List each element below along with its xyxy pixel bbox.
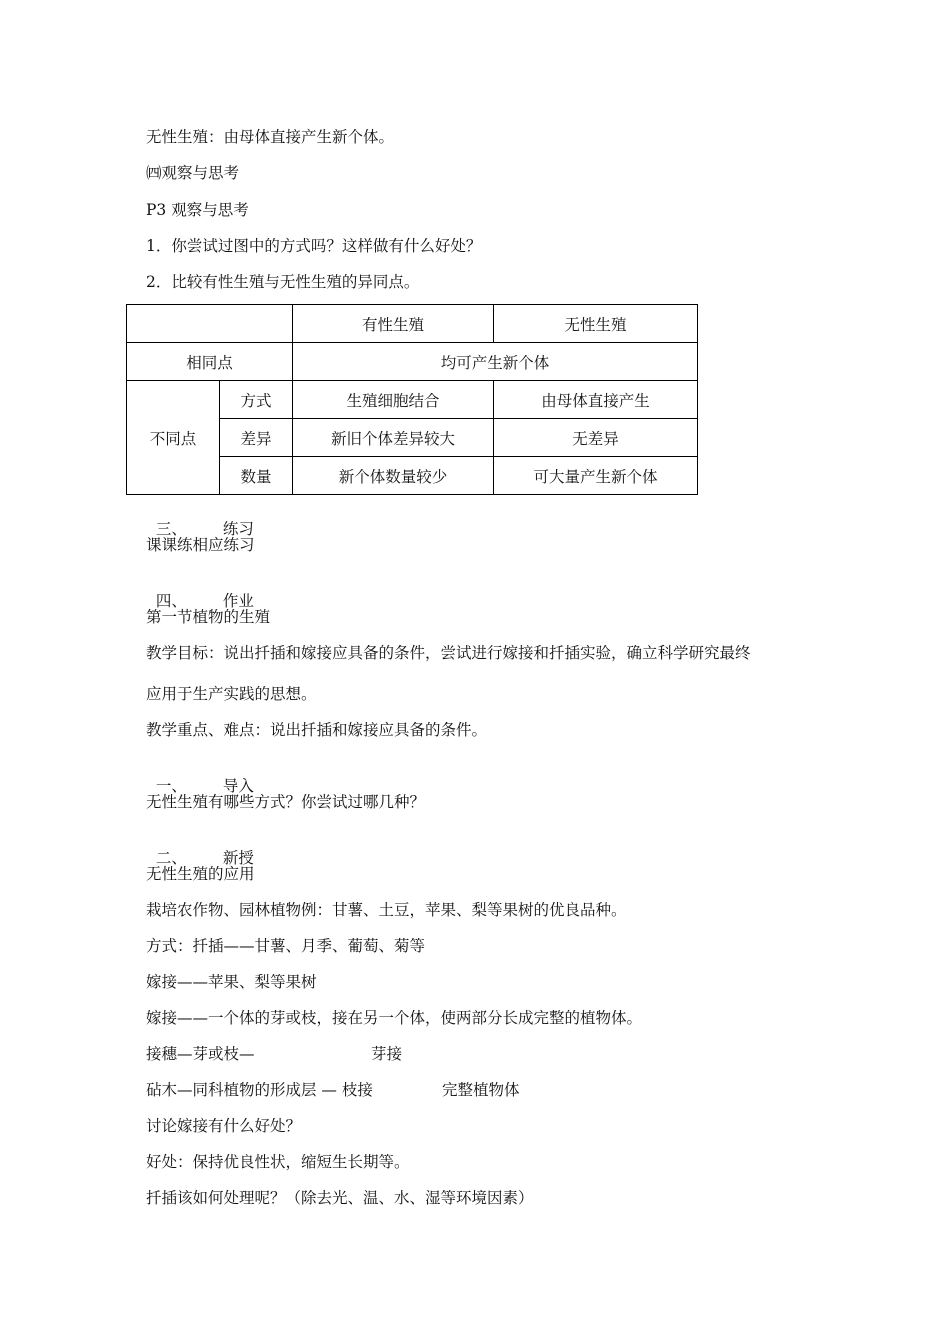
heading-practice <box>146 499 254 539</box>
table-diff-label: 不同点 <box>127 381 220 495</box>
line-cultivation: 栽培农作物、园林植物例：甘薯、土豆，苹果、梨等果树的优良品种。 <box>146 901 627 919</box>
line-stock-right: 完整植物体 <box>442 1081 520 1099</box>
heading-intro <box>146 756 254 796</box>
heading-intro-title: 导入 <box>222 777 254 795</box>
heading-new-lesson-title: 新授 <box>222 849 254 867</box>
table-row-same <box>127 343 698 381</box>
line-discussion: 讨论嫁接有什么好处？ <box>146 1117 302 1135</box>
line-methods: 方式：扦插——甘薯、月季、葡萄、菊等 <box>146 937 426 955</box>
table-header-row <box>127 305 698 343</box>
table-asexual-cell: 可大量产生新个体 <box>494 457 698 495</box>
line-question-1: 1．你尝试过图中的方式吗？这样做有什么好处？ <box>146 237 482 255</box>
table-aspect-cell: 数量 <box>220 457 293 495</box>
table-header-asexual: 无性生殖 <box>494 305 698 343</box>
line-intro-question: 无性生殖有哪些方式？你尝试过哪几种？ <box>146 793 426 811</box>
heading-new-lesson <box>146 828 254 868</box>
table-aspect-cell: 差异 <box>220 419 293 457</box>
heading-new-lesson-number: 二、 <box>155 849 187 867</box>
line-asexual-definition: 无性生殖：由母体直接产生新个体。 <box>146 128 395 146</box>
table-asexual-cell: 无差异 <box>494 419 698 457</box>
heading-homework-number: 四、 <box>155 592 187 610</box>
line-stock-left: 砧木—同科植物的形成层 — 枝接 <box>146 1081 373 1099</box>
table-aspect-cell: 方式 <box>220 381 293 419</box>
table-row <box>127 381 698 419</box>
line-scion-right: 芽接 <box>371 1045 403 1063</box>
heading-homework-title: 作业 <box>222 592 254 610</box>
table-sexual-cell: 生殖细胞结合 <box>293 381 494 419</box>
table-sexual-cell: 新旧个体差异较大 <box>293 419 494 457</box>
heading-practice-title: 练习 <box>222 520 254 538</box>
line-p3-observe: P3 观察与思考 <box>146 201 249 219</box>
line-cutting-question: 扦插该如何处理呢？（除去光、温、水、湿等环境因素） <box>146 1189 534 1207</box>
line-application-title: 无性生殖的应用 <box>146 865 255 883</box>
line-teaching-goal-1: 教学目标：说出扦插和嫁接应具备的条件，尝试进行嫁接和扦插实验，确立科学研究最终 <box>146 644 751 662</box>
table-corner-cell <box>127 305 293 343</box>
table-same-label: 相同点 <box>127 343 293 381</box>
heading-practice-number: 三、 <box>155 520 187 538</box>
table-sexual-cell: 新个体数量较少 <box>293 457 494 495</box>
line-observe-heading: ㈣观察与思考 <box>146 164 240 182</box>
heading-homework <box>146 571 254 611</box>
heading-intro-number: 一、 <box>155 777 187 795</box>
comparison-table <box>126 304 698 495</box>
table-asexual-cell: 由母体直接产生 <box>494 381 698 419</box>
line-practice-text: 课课练相应练习 <box>146 536 255 554</box>
line-question-2: 2．比较有性生殖与无性生殖的异同点。 <box>146 273 420 291</box>
line-benefit: 好处：保持优良性状，缩短生长期等。 <box>146 1153 410 1171</box>
table-same-value: 均可产生新个体 <box>293 343 698 381</box>
line-grafting-trees: 嫁接——苹果、梨等果树 <box>146 973 317 991</box>
line-scion-left: 接穗—芽或枝— <box>146 1045 255 1063</box>
table-header-sexual: 有性生殖 <box>293 305 494 343</box>
line-teaching-goal-2: 应用于生产实践的思想。 <box>146 685 317 703</box>
lesson-title: 第一节植物的生殖 <box>146 608 271 626</box>
line-grafting-definition: 嫁接——一个体的芽或枝，接在另一个体，使两部分长成完整的植物体。 <box>146 1009 643 1027</box>
line-key-points: 教学重点、难点：说出扦插和嫁接应具备的条件。 <box>146 721 488 739</box>
